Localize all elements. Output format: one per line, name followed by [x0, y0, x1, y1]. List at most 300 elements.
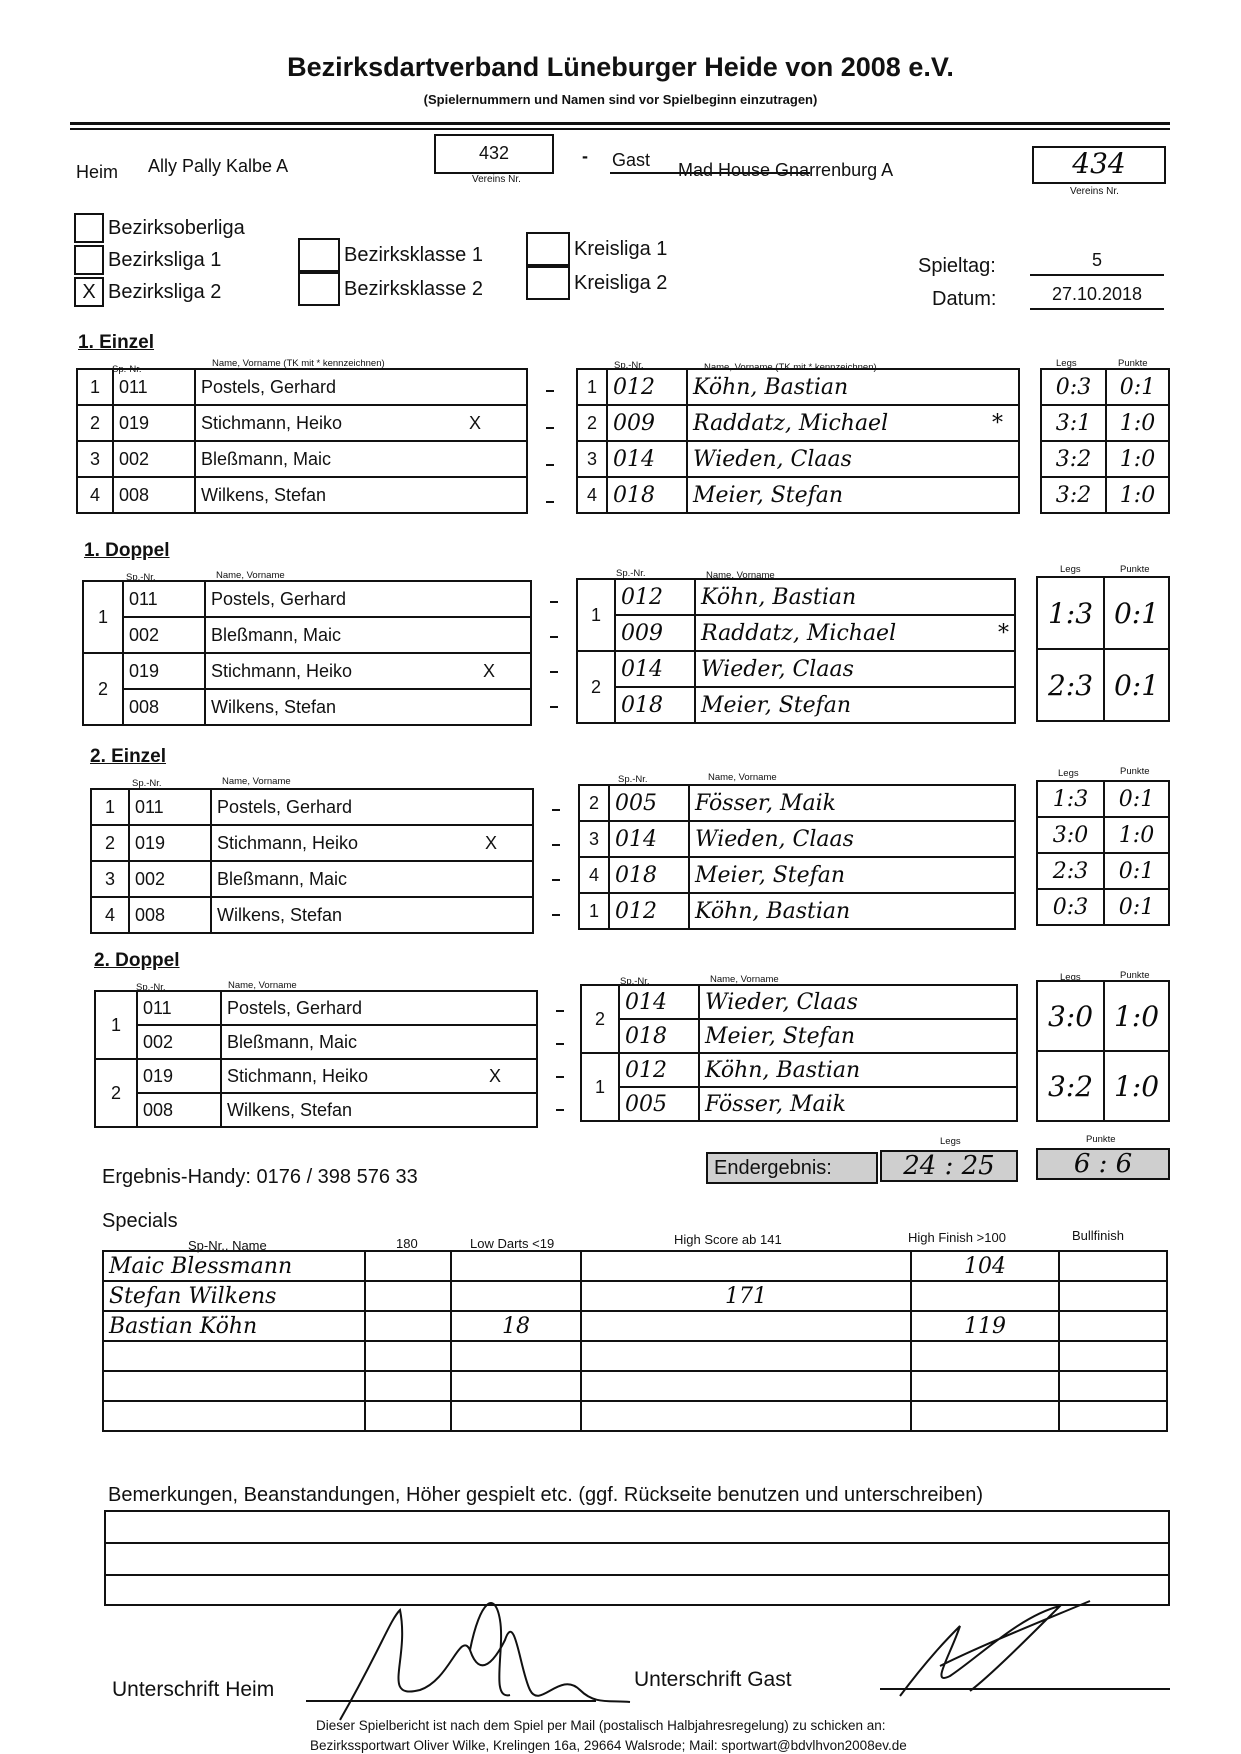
player-name[interactable] [211, 897, 533, 933]
table-row [577, 441, 1019, 477]
points-cell[interactable]: 0:1 [1104, 889, 1169, 925]
player-number[interactable]: 011 [129, 789, 211, 825]
spieltag-underline [1030, 274, 1164, 276]
game-number: 2 [91, 825, 129, 861]
vs-dash [552, 844, 560, 846]
player-name-text: Stichmann, Heiko [201, 412, 343, 433]
specials-name[interactable]: Maic Blessmann [103, 1251, 365, 1281]
player-name-text: Wilkens, Stefan [211, 696, 337, 717]
specials-180[interactable] [365, 1401, 451, 1431]
specials-highscore[interactable]: 171 [581, 1281, 911, 1311]
endergebnis-legs-caption: Legs [940, 1136, 961, 1147]
heim-name[interactable]: Ally Pally Kalbe A [148, 156, 289, 176]
col-header-spnr: Sp.-Nr. [126, 572, 156, 583]
col-header-spnr: Sp.-Nr. [132, 778, 162, 789]
specials-bullfinish[interactable] [1059, 1341, 1167, 1371]
legs-cell[interactable]: 3:0 [1037, 981, 1104, 1051]
table-row [1037, 781, 1169, 817]
table-row [103, 1251, 1167, 1281]
player-name-text: Bleßmann, Maic [211, 624, 342, 645]
vs-dash [552, 914, 560, 916]
player-name[interactable] [205, 581, 531, 617]
game-number: 2 [77, 405, 113, 441]
endergebnis-punkte[interactable]: 6 : 6 [1036, 1148, 1170, 1180]
vs-dashes [546, 372, 554, 520]
points-cell[interactable]: 0:1 [1104, 649, 1169, 721]
tk-mark: * [992, 410, 1003, 436]
league-option[interactable] [74, 212, 245, 244]
legs-cell[interactable]: 0:3 [1041, 369, 1106, 405]
player-name[interactable] [695, 615, 1015, 651]
player-name[interactable] [687, 405, 1019, 441]
col-header-legs: Legs [1060, 972, 1081, 983]
table-row [83, 581, 531, 617]
player-name[interactable] [205, 653, 531, 689]
league-label: Bezirksklasse 2 [344, 277, 483, 300]
points-cell[interactable]: 1:0 [1104, 817, 1169, 853]
legs-cell[interactable]: 3:2 [1041, 477, 1106, 513]
table-row [103, 1281, 1167, 1311]
player-number[interactable]: 008 [137, 1093, 221, 1127]
legs-cell[interactable]: 0:3 [1037, 889, 1104, 925]
table-row [103, 1341, 1167, 1371]
col-header-legs: Legs [1060, 564, 1081, 575]
signature-heim-drawing [320, 1590, 640, 1730]
league-label: Bezirksliga 2 [108, 280, 222, 303]
player-name-text: Köhn, Bastian [705, 1057, 861, 1083]
specials-bullfinish[interactable] [1059, 1251, 1167, 1281]
player-number[interactable]: 011 [123, 581, 205, 617]
col-header-spnr-gast: Sp.-Nr. [614, 360, 644, 371]
col-header-spnr: Sp.-Nr. [136, 982, 166, 993]
player-number[interactable]: 012 [609, 893, 689, 929]
header-rule-thin [70, 128, 1170, 130]
points-cell[interactable]: 1:0 [1104, 981, 1169, 1051]
player-name-text: Wilkens, Stefan [201, 484, 327, 505]
spieltag-value[interactable]: 5 [1091, 250, 1102, 270]
legs-cell[interactable]: 2:3 [1037, 649, 1104, 721]
pair-number: 1 [577, 579, 615, 651]
specials-highfinish[interactable] [911, 1281, 1059, 1311]
player-name[interactable] [195, 405, 527, 441]
col-header-punkte: Punkte [1118, 358, 1148, 369]
player-name[interactable] [699, 985, 1017, 1019]
doppel2-heim-table [94, 990, 538, 1128]
table-row [1037, 889, 1169, 925]
vs-dash [550, 671, 558, 673]
pair-number: 1 [83, 581, 123, 653]
result-phone: Ergebnis-Handy: 0176 / 398 576 33 [102, 1166, 418, 1188]
league-option[interactable] [526, 232, 667, 266]
table-row [579, 821, 1015, 857]
player-name-text: Postels, Gerhard [227, 997, 363, 1018]
tk-mark: X [482, 660, 495, 681]
player-number[interactable]: 008 [129, 897, 211, 933]
player-name[interactable] [211, 825, 533, 861]
specials-bullfinish[interactable] [1059, 1371, 1167, 1401]
player-name[interactable] [195, 477, 527, 513]
specials-name[interactable] [103, 1371, 365, 1401]
specials-highfinish[interactable]: 119 [911, 1311, 1059, 1341]
specials-180[interactable] [365, 1341, 451, 1371]
vs-dash [550, 601, 558, 603]
player-number[interactable]: 008 [123, 689, 205, 725]
player-name[interactable] [695, 579, 1015, 615]
legs-cell[interactable]: 3:1 [1041, 405, 1106, 441]
points-cell[interactable]: 1:0 [1106, 441, 1169, 477]
player-number[interactable]: 012 [615, 579, 695, 615]
specials-lowdarts[interactable] [451, 1281, 581, 1311]
player-name[interactable] [695, 687, 1015, 723]
vs-dash [550, 636, 558, 638]
player-name[interactable] [687, 441, 1019, 477]
player-name[interactable] [687, 369, 1019, 405]
vs-dash [552, 879, 560, 881]
section-title-doppel2: 2. Doppel [94, 950, 180, 971]
col-header-name: Name, Vorname (TK mit * kennzeichnen) [212, 358, 385, 369]
specials-highfinish[interactable] [911, 1341, 1059, 1371]
specials-name[interactable]: Bastian Köhn [103, 1311, 365, 1341]
einzel1-gast-table [576, 368, 1020, 514]
vs-dash [546, 464, 554, 466]
player-name-text: Meier, Stefan [701, 692, 852, 718]
game-number: 4 [77, 477, 113, 513]
specials-name[interactable]: Stefan Wilkens [103, 1281, 365, 1311]
points-cell[interactable]: 1:0 [1106, 405, 1169, 441]
player-number[interactable]: 019 [129, 825, 211, 861]
league-checkbox[interactable] [74, 245, 104, 275]
einzel2-heim-table [90, 788, 534, 934]
specials-highscore[interactable] [581, 1371, 911, 1401]
table-row [1041, 369, 1169, 405]
player-name[interactable] [195, 441, 527, 477]
pair-number: 2 [577, 651, 615, 723]
game-number: 4 [577, 477, 607, 513]
points-cell[interactable]: 1:0 [1106, 477, 1169, 513]
table-row [579, 857, 1015, 893]
game-number: 2 [577, 405, 607, 441]
player-name-text: Postels, Gerhard [211, 588, 347, 609]
league-option[interactable] [298, 272, 483, 306]
player-name[interactable] [205, 689, 531, 725]
player-name[interactable] [695, 651, 1015, 687]
league-option[interactable] [74, 276, 245, 308]
specials-highfinish[interactable] [911, 1371, 1059, 1401]
specials-highscore[interactable] [581, 1311, 911, 1341]
player-number[interactable]: 012 [619, 1053, 699, 1087]
player-name-text: Bleßmann, Maic [217, 868, 348, 889]
table-row [103, 1371, 1167, 1401]
player-name[interactable] [699, 1087, 1017, 1121]
player-name[interactable] [221, 1059, 537, 1093]
league-label: Bezirksoberliga [108, 216, 245, 239]
gast-name[interactable]: Mad House Gnarrenburg A [678, 160, 894, 180]
legs-cell[interactable]: 1:3 [1037, 781, 1104, 817]
table-row [1037, 981, 1169, 1051]
col-header-spnr-gast: Sp.-Nr. [616, 568, 646, 579]
player-name-text: Meier, Stefan [705, 1023, 856, 1049]
table-row [577, 477, 1019, 513]
specials-highscore[interactable] [581, 1251, 911, 1281]
game-number: 2 [579, 785, 609, 821]
league-option[interactable] [298, 238, 483, 272]
vs-dash [556, 1076, 564, 1078]
table-row [95, 991, 537, 1025]
game-number: 3 [77, 441, 113, 477]
table-row [577, 405, 1019, 441]
gast-label: Gast [612, 150, 651, 170]
table-row [581, 1087, 1017, 1121]
league-option[interactable] [74, 244, 245, 276]
specials-header-highscore: High Score ab 141 [674, 1232, 782, 1247]
player-number[interactable]: 002 [137, 1025, 221, 1059]
vs-dash [550, 706, 558, 708]
table-row [581, 1019, 1017, 1053]
specials-lowdarts[interactable] [451, 1401, 581, 1431]
league-checkbox[interactable]: X [74, 277, 104, 307]
league-checkbox[interactable] [298, 272, 340, 306]
player-number[interactable]: 014 [609, 821, 689, 857]
player-number[interactable]: 014 [619, 985, 699, 1019]
specials-table [102, 1250, 1168, 1432]
points-cell[interactable]: 0:1 [1104, 853, 1169, 889]
player-number[interactable]: 002 [113, 441, 195, 477]
einzel2-gast-table [578, 784, 1016, 930]
specials-bullfinish[interactable] [1059, 1311, 1167, 1341]
table-row [91, 789, 533, 825]
table-row [77, 441, 527, 477]
pair-number: 1 [95, 991, 137, 1059]
table-row [579, 785, 1015, 821]
table-row [1037, 649, 1169, 721]
footer-line-1: Dieser Spielbericht ist nach dem Spiel per Mail (postalisch Halbjahresregelung) zu schicken an: [316, 1718, 886, 1733]
specials-lowdarts[interactable] [451, 1371, 581, 1401]
player-number[interactable]: 011 [113, 369, 195, 405]
vs-dash [546, 427, 554, 429]
league-label: Kreisliga 1 [574, 237, 668, 260]
league-checkbox[interactable] [74, 213, 104, 243]
gast-vereins-nr[interactable]: 434 [1032, 146, 1166, 184]
table-row [95, 1093, 537, 1127]
table-row [103, 1311, 1167, 1341]
league-col-1 [74, 212, 245, 308]
player-name-text: Köhn, Bastian [693, 374, 849, 400]
legs-cell[interactable]: 3:2 [1037, 1051, 1104, 1121]
player-number[interactable]: 019 [123, 653, 205, 689]
player-name-text: Wieder, Claas [705, 989, 858, 1015]
section-title-einzel2: 2. Einzel [90, 746, 167, 767]
pair-number: 2 [95, 1059, 137, 1127]
col-header-name-gast: Name, Vorname [710, 974, 779, 985]
specials-lowdarts[interactable] [451, 1251, 581, 1281]
datum-value[interactable]: 27.10.2018 [1051, 284, 1143, 304]
vs-dash [556, 1010, 564, 1012]
doppel1-score-table [1036, 576, 1170, 722]
player-name-text: Stichmann, Heiko [227, 1065, 369, 1086]
game-number: 3 [91, 861, 129, 897]
table-row [1041, 405, 1169, 441]
heim-vereins-nr-caption: Vereins Nr. [472, 174, 521, 185]
heim-label: Heim [76, 162, 119, 182]
player-name[interactable] [205, 617, 531, 653]
einzel1-score-table [1040, 368, 1170, 514]
datum-label: Datum: [932, 288, 997, 310]
player-name[interactable] [689, 785, 1015, 821]
player-name[interactable] [699, 1053, 1017, 1087]
specials-bullfinish[interactable] [1059, 1401, 1167, 1431]
signature-heim-label: Unterschrift Heim [112, 1678, 275, 1701]
player-name[interactable] [689, 893, 1015, 929]
player-number[interactable]: 009 [607, 405, 687, 441]
player-name-text: Meier, Stefan [695, 862, 846, 888]
table-row [103, 1401, 1167, 1431]
points-cell[interactable]: 0:1 [1106, 369, 1169, 405]
specials-lowdarts[interactable]: 18 [451, 1311, 581, 1341]
specials-highfinish[interactable]: 104 [911, 1251, 1059, 1281]
specials-highscore[interactable] [581, 1401, 911, 1431]
player-number[interactable]: 009 [615, 615, 695, 651]
player-name-text: Meier, Stefan [693, 482, 844, 508]
table-row [579, 893, 1015, 929]
table-row [1041, 477, 1169, 513]
specials-highfinish[interactable] [911, 1401, 1059, 1431]
form-subtitle: (Spielernummern und Namen sind vor Spielbeginn einzutragen) [423, 92, 818, 107]
remarks-line [106, 1574, 1168, 1576]
legs-cell[interactable]: 3:0 [1037, 817, 1104, 853]
col-header-name-gast: Name, Vorname [706, 570, 775, 581]
league-label: Bezirksliga 1 [108, 248, 222, 271]
player-number[interactable]: 018 [615, 687, 695, 723]
specials-lowdarts[interactable] [451, 1341, 581, 1371]
table-row [91, 825, 533, 861]
col-header-punkte: Punkte [1120, 970, 1150, 981]
specials-180[interactable] [365, 1251, 451, 1281]
pair-number: 1 [581, 1053, 619, 1121]
vs-dash [556, 1043, 564, 1045]
vs-dash [546, 501, 554, 503]
vs-dash [546, 390, 554, 392]
player-name-text: Raddatz, Michael [701, 620, 897, 646]
table-row [1037, 1051, 1169, 1121]
col-header-name-gast: Name, Vorname [708, 772, 777, 783]
col-header-name: Name, Vorname [222, 776, 291, 787]
player-number[interactable]: 012 [607, 369, 687, 405]
table-row [95, 1025, 537, 1059]
player-name-text: Bleßmann, Maic [201, 448, 332, 469]
game-number: 1 [77, 369, 113, 405]
points-cell[interactable]: 0:1 [1104, 781, 1169, 817]
spieltag-label: Spieltag: [918, 255, 996, 277]
player-number[interactable]: 019 [137, 1059, 221, 1093]
player-name-text: Wieden, Claas [693, 446, 852, 472]
player-name-text: Bleßmann, Maic [227, 1031, 358, 1052]
signature-gast-label: Unterschrift Gast [634, 1668, 792, 1691]
tk-mark: X [484, 832, 497, 853]
legs-cell[interactable]: 3:2 [1041, 441, 1106, 477]
player-number[interactable]: 002 [129, 861, 211, 897]
player-name[interactable] [211, 789, 533, 825]
table-row [91, 897, 533, 933]
endergebnis-legs[interactable]: 24 : 25 [880, 1150, 1018, 1182]
player-name[interactable] [221, 1093, 537, 1127]
specials-180[interactable] [365, 1311, 451, 1341]
player-name[interactable] [689, 821, 1015, 857]
table-row [577, 579, 1015, 615]
specials-180[interactable] [365, 1281, 451, 1311]
col-header-name: Name, Vorname [216, 570, 285, 581]
specials-name[interactable] [103, 1401, 365, 1431]
league-checkbox[interactable] [526, 232, 570, 266]
player-name[interactable] [699, 1019, 1017, 1053]
player-number[interactable]: 005 [609, 785, 689, 821]
player-number[interactable]: 011 [137, 991, 221, 1025]
pair-number: 2 [83, 653, 123, 725]
league-option[interactable] [526, 266, 667, 300]
player-name-text: Wilkens, Stefan [227, 1099, 353, 1120]
player-number[interactable]: 019 [113, 405, 195, 441]
league-checkbox[interactable] [298, 238, 340, 272]
player-number[interactable]: 002 [123, 617, 205, 653]
points-cell[interactable]: 1:0 [1104, 1051, 1169, 1121]
tk-mark: X [468, 412, 481, 433]
league-checkbox[interactable] [526, 266, 570, 300]
col-header-spnr-gast: Sp.-Nr. [620, 976, 650, 987]
player-name-text: Postels, Gerhard [217, 796, 353, 817]
specials-highscore[interactable] [581, 1341, 911, 1371]
col-header-legs: Legs [1058, 768, 1079, 779]
specials-header-bullfinish: Bullfinish [1072, 1228, 1125, 1243]
specials-header-180: 180 [396, 1236, 418, 1251]
specials-header-highfinish: High Finish >100 [908, 1230, 1006, 1245]
player-name-text: Fösser, Maik [705, 1091, 847, 1117]
datum-underline [1030, 308, 1164, 310]
player-name[interactable] [211, 861, 533, 897]
player-name[interactable] [221, 1025, 537, 1059]
doppel2-gast-table [580, 984, 1018, 1122]
player-name-text: Wilkens, Stefan [217, 904, 343, 925]
specials-header-name: Sp-Nr., Name [188, 1238, 267, 1253]
player-number[interactable]: 005 [619, 1087, 699, 1121]
player-number[interactable]: 018 [609, 857, 689, 893]
player-name-text: Köhn, Bastian [701, 584, 857, 610]
points-cell[interactable]: 0:1 [1104, 577, 1169, 649]
table-row [77, 477, 527, 513]
player-name[interactable] [687, 477, 1019, 513]
pair-number: 2 [581, 985, 619, 1053]
player-number[interactable]: 018 [619, 1019, 699, 1053]
player-name-text: Köhn, Bastian [695, 898, 851, 924]
game-number: 3 [577, 441, 607, 477]
specials-bullfinish[interactable] [1059, 1281, 1167, 1311]
specials-name[interactable] [103, 1341, 365, 1371]
player-number[interactable]: 014 [615, 651, 695, 687]
legs-cell[interactable]: 1:3 [1037, 577, 1104, 649]
specials-180[interactable] [365, 1371, 451, 1401]
player-name-text: Stichmann, Heiko [211, 660, 353, 681]
tk-mark: X [488, 1065, 501, 1086]
player-name[interactable] [689, 857, 1015, 893]
section-title-einzel1: 1. Einzel [78, 332, 155, 353]
player-number[interactable]: 014 [607, 441, 687, 477]
legs-cell[interactable]: 2:3 [1037, 853, 1104, 889]
player-number[interactable]: 018 [607, 477, 687, 513]
col-header-spnr-gast: Sp.-Nr. [618, 774, 648, 785]
heim-vereins-nr[interactable]: 432 [434, 134, 554, 174]
player-name[interactable] [221, 991, 537, 1025]
player-name[interactable] [195, 369, 527, 405]
player-number[interactable]: 008 [113, 477, 195, 513]
league-col-3 [526, 232, 667, 300]
